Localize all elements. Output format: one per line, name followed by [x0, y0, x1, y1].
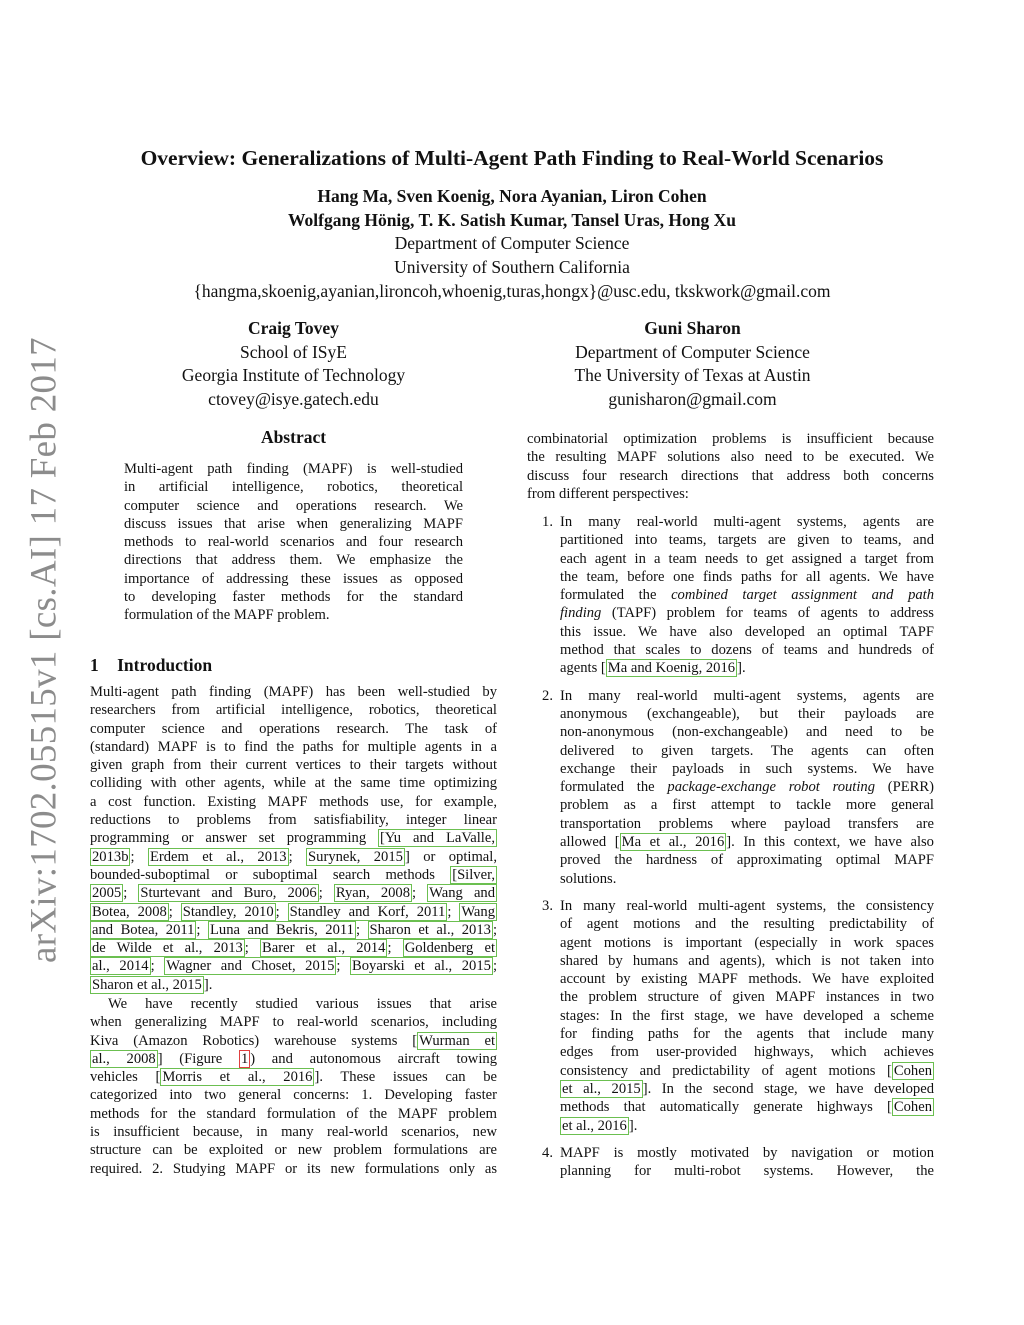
text-line: In many real-world multi-agent systems, agents are	[560, 687, 934, 704]
author-line-1: Hang Ma, Sven Koenig, Nora Ayanian, Liron Cohen	[317, 186, 707, 206]
text-line: bounded-suboptimal or suboptimal search methods [Silver,	[90, 866, 495, 883]
section-number: 1	[90, 655, 99, 675]
affiliation-univ: University of Southern California	[394, 257, 630, 277]
citation-link[interactable]: Sharon et al., 2015	[92, 976, 202, 993]
author-block-sharon	[490, 317, 895, 411]
list-item-body	[560, 897, 934, 1135]
abstract-line: importance of addressing these issues as opposed	[124, 570, 463, 587]
citation-link[interactable]: Standley and Korf, 2011	[289, 903, 446, 920]
citation-link[interactable]: Wurman et	[419, 1032, 496, 1049]
text-line: the team, before one finds paths for all agents. We have	[560, 568, 934, 585]
author-line-2: Wolfgang Hönig, T. K. Satish Kumar, Tansel Uras, Hong Xu	[288, 210, 736, 230]
text-line: method that scales to dozens of teams and hundreds of	[560, 642, 934, 659]
citation-link[interactable]: Erdem et al., 2013	[149, 848, 287, 865]
citation-link[interactable]: [Yu and LaValle,	[380, 830, 495, 847]
citation-link[interactable]: Botea, 2008	[92, 903, 167, 920]
text-line: solutions.	[560, 870, 617, 887]
text-line: combinatorial optimization problems is insufficient because	[527, 431, 934, 447]
text-line: Kiva (Amazon Robotics) warehouse systems [ Wurman et	[90, 1032, 496, 1049]
author-name: Guni Sharon	[644, 318, 741, 338]
text-line: when generalizing MAPF to real-world scenarios, including	[90, 1014, 497, 1031]
text-line: reductions to problems from satisfiability, integer linear	[90, 812, 497, 829]
list-number: 3.	[542, 897, 553, 914]
abstract-line: formulation of the MAPF problem.	[124, 607, 330, 624]
text-line: formulated the combined target assignment and path	[560, 587, 935, 604]
list-item-body	[560, 687, 934, 888]
citation-link[interactable]: Morris et al., 2016	[162, 1069, 313, 1086]
list-number: 2.	[542, 687, 553, 704]
citation-link[interactable]: 2013b	[92, 848, 129, 865]
text-line: (standard) MAPF is to find the paths for multiple agents in a	[90, 738, 497, 755]
citation-link[interactable]: Wagner and Choset, 2015	[166, 958, 335, 975]
text-line: computer science and operations research. The task of	[90, 720, 497, 737]
text-line: MAPF is mostly motivated by navigation or motion	[560, 1144, 934, 1161]
abstract-line: methods to real-world scenarios and four research	[124, 534, 463, 551]
citation-link[interactable]: Barer et al., 2014	[262, 940, 386, 957]
list-item	[527, 897, 934, 1135]
citation-link[interactable]: Surynek, 2015	[308, 848, 403, 865]
citation-link[interactable]: de Wilde et al., 2013	[92, 940, 243, 957]
text-line: agent motions is important (especially in work spaces	[560, 934, 934, 951]
text-line: exchange their payloads in such systems. We have	[560, 760, 934, 777]
text-line: planning for multi-robot systems. However, the	[560, 1163, 934, 1180]
citation-link[interactable]: Wang and	[429, 885, 496, 902]
citation-link[interactable]: [Silver,	[452, 866, 495, 883]
text-line: each agent in a team needs to get assigned a target from	[560, 550, 934, 567]
list-item-body	[560, 513, 934, 678]
text-line: researchers from artificial intelligence, robotics, theoretical	[90, 702, 497, 719]
abstract-line: directions that address them. We emphasize the	[124, 552, 463, 569]
citation-link[interactable]: Sturtevant and Buro, 2006	[140, 885, 317, 902]
text-line: non-anonymous (non-exchangeable) and need to be	[560, 724, 934, 741]
section-heading-introduction	[90, 655, 212, 676]
list-item	[527, 1144, 934, 1181]
text-line: de Wilde et al., 2013 ; Barer et al., 2014 ; Goldenberg et	[92, 940, 496, 957]
text-line: problem as a first attempt to tackle more general	[560, 797, 934, 814]
text-line: a cost function. Existing MAPF methods use, for example,	[90, 793, 497, 810]
text-line: stages: In the first stage, we have developed a scheme	[560, 1007, 934, 1024]
list-number: 4.	[542, 1144, 553, 1161]
text-line: discuss four research directions that address both concerns	[527, 467, 934, 484]
text-line: In many real-world multi-agent systems, the consistency	[560, 897, 934, 914]
list-item	[527, 513, 934, 678]
text-line: programming or answer set programming [Yu and LaValle,	[90, 830, 495, 847]
text-line: al., 2014 ; Wagner and Choset, 2015 ; Boyarski et al., 2015 ;	[92, 958, 498, 975]
text-line: al., 2008 ] (Figure 1 ) and autonomous aircraft towing	[92, 1050, 497, 1067]
text-line: of agent motions and the resulting predictability of	[560, 916, 934, 933]
abstract-body	[124, 460, 463, 625]
citation-link[interactable]: al., 2014	[92, 958, 149, 975]
author-school: School of ISyE	[240, 341, 347, 362]
abstract-line: discuss issues that arise when generalizing MAPF	[124, 515, 463, 532]
text-line: Botea, 2008 ; Standley, 2010 ; Standley and Korf, 2011 ; Wang	[92, 903, 495, 920]
text-line: given graph from their current vertices to their targets without	[90, 757, 497, 774]
text-line: shared by humans and agents), which is not taken into	[560, 952, 934, 969]
text-line: the resulting MAPF solutions also need to be executed. We	[527, 449, 934, 466]
text-line: required. 2. Studying MAPF or its new formulations only as	[90, 1160, 497, 1177]
text-line: Sharon et al., 2015 ].	[92, 976, 213, 993]
citation-link[interactable]: Cohen	[893, 1099, 932, 1116]
author-block-tovey	[90, 317, 497, 411]
author-dept: Department of Computer Science	[575, 341, 810, 362]
text-line: delivered to given targets. The agents can often	[560, 742, 934, 759]
list-item-body	[560, 1144, 934, 1181]
list-item	[527, 687, 934, 888]
author-emails: {hangma,skoenig,ayanian,lironcoh,whoenig,turas,hongx}@usc.edu, tkskwork@gmail.com	[193, 281, 831, 301]
citation-link[interactable]: Ryan, 2008	[335, 885, 411, 902]
text-line: categorized into two general concerns: 1. Developing faster	[90, 1087, 497, 1104]
research-directions-list	[527, 513, 934, 1189]
citation-link[interactable]: Cohen	[893, 1062, 932, 1079]
author-email: ctovey@isye.gatech.edu	[208, 388, 379, 409]
citation-link[interactable]: 2005	[92, 885, 122, 902]
right-column-intro	[527, 430, 934, 503]
text-line: structure can be exploited or new problem formulations are	[90, 1142, 497, 1159]
intro-paragraph-1	[90, 683, 497, 994]
citation-link[interactable]: Ma and Koenig, 2016	[607, 660, 736, 677]
citation-link[interactable]: et al., 2015	[562, 1080, 641, 1097]
text-line: allowed [ Ma et al., 2016 ]. In this context, we have also	[560, 834, 934, 851]
author-institute: The University of Texas at Austin	[574, 365, 811, 385]
text-line: from different perspectives:	[527, 485, 689, 502]
citation-link[interactable]: Goldenberg et	[404, 940, 496, 957]
text-line: account by existing MAPF methods. We have exploited	[560, 971, 934, 988]
abstract-line: computer science and operations research. We	[124, 497, 463, 514]
text-line: consistency and predictability of agent motions [ Cohen	[560, 1062, 932, 1079]
author-institute: Georgia Institute of Technology	[181, 365, 406, 385]
intro-paragraph-2	[90, 995, 497, 1178]
abstract-heading: Abstract	[260, 427, 327, 447]
text-line: et al., 2015 ]. In the second stage, we have developed	[562, 1080, 934, 1097]
author-email: gunisharon@gmail.com	[608, 388, 777, 409]
text-line: the problem structure of given MAPF instances in two	[560, 989, 934, 1006]
citation-link[interactable]: Boyarski et al., 2015	[352, 958, 491, 975]
text-line: for finding paths for the agents that include many	[560, 1026, 934, 1043]
citation-link[interactable]: Sharon et al., 2013	[369, 921, 491, 938]
text-line: methods that automatically generate highways [ Cohen	[560, 1099, 932, 1116]
author-name: Craig Tovey	[248, 318, 339, 338]
text-line: In many real-world multi-agent systems, agents are	[560, 514, 934, 530]
text-line: We have recently studied various issues that arise	[108, 996, 497, 1012]
text-line: partitioned into teams, targets are given to teams, and	[560, 532, 934, 549]
section-title: Introduction	[117, 655, 213, 675]
text-line: formulated the package-exchange robot routing (PERR)	[560, 779, 934, 796]
citation-link[interactable]: Luna and Bekris, 2011	[209, 921, 354, 938]
abstract-line: Multi-agent path finding (MAPF) is well-studied	[124, 461, 463, 477]
list-number: 1.	[542, 514, 553, 530]
figure-link[interactable]: 1	[240, 1050, 249, 1067]
abstract-line: to developing faster methods for the standard	[124, 589, 463, 606]
text-line: this issue. We have also developed an optimal TAPF	[560, 623, 934, 640]
citation-link[interactable]: et al., 2016	[562, 1117, 627, 1134]
arxiv-stamp: arXiv:1702.05515v1 [cs.AI] 17 Feb 2017	[23, 337, 65, 963]
citation-link[interactable]: Ma et al., 2016	[621, 834, 725, 851]
text-line: et al., 2016 ].	[562, 1117, 638, 1134]
text-line: methods for the standard formulation of the MAPF problem	[90, 1105, 497, 1122]
text-line: is insufficient because, in many real-world scenarios, new	[90, 1124, 497, 1141]
text-line: finding (TAPF) problem for teams of agents to address	[560, 605, 934, 622]
citation-link[interactable]: Wang	[461, 903, 495, 920]
citation-link[interactable]: Standley, 2010	[182, 903, 274, 920]
text-line: and Botea, 2011 ; Luna and Bekris, 2011 ; Sharon et al., 2013 ;	[92, 921, 498, 938]
text-line: 2005 ; Sturtevant and Buro, 2006 ; Ryan, 2008 ; Wang and	[92, 885, 496, 902]
text-line: Multi-agent path finding (MAPF) has been well-studied by	[90, 684, 497, 700]
citation-link[interactable]: and Botea, 2011	[92, 921, 195, 938]
text-line: proved the hardness of approximating optimal MAPF	[560, 852, 934, 869]
paper-title: Overview: Generalizations of Multi-Agent Path Finding to Real-World Scenarios	[140, 146, 884, 170]
affiliation-dept: Department of Computer Science	[394, 233, 630, 253]
text-line: colliding with other agents, while at the same time optimizing	[90, 775, 497, 792]
citation-link[interactable]: al., 2008	[92, 1050, 156, 1067]
text-line: edges from user-provided highways, which achieves	[560, 1044, 934, 1061]
text-line: anonymous (exchangeable), but their payloads are	[560, 705, 934, 722]
abstract-line: in artificial intelligence, robotics, theoretical	[124, 479, 463, 496]
text-line: 2013b ; Erdem et al., 2013 ; Surynek, 2015 ] or optimal,	[92, 848, 497, 865]
text-line: transportation problems where payload transfers are	[560, 815, 934, 832]
text-line: agents [ Ma and Koenig, 2016 ].	[560, 660, 746, 677]
text-line: vehicles [ Morris et al., 2016 ]. These issues can be	[90, 1069, 497, 1086]
